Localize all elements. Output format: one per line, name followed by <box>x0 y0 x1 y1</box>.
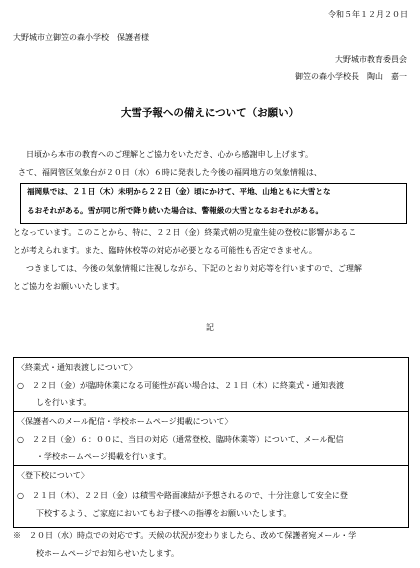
intro-line-1: 日頃から本市の教育へのご理解とご協力をいただき、心から感謝申し上げます。 <box>26 150 314 159</box>
paragraph2-line-1: となっています。このことから、特に、２２日（金）終業式朝の児童生徒の登校に影響があるこ <box>13 228 357 237</box>
addressee: 大野城市立御笠の森小学校 保護者様 <box>13 33 149 42</box>
sender-principal: 御笠の森小学校長 陶山 嘉一 <box>295 72 407 81</box>
paragraph3-line-1: つきましては、今後の気象情報に注視しながら、下記のとおり対応等を行いますので、ご理解 <box>26 264 362 273</box>
section-commute-line-2: 下校するよう、ご家庭においてもお子様への指導をお願いいたします。 <box>36 509 292 518</box>
forecast-highlight-line-1: 福岡県では、２１日（木）未明から２２日（金）頃にかけて、平地、山地ともに大雪とな <box>27 187 331 196</box>
section-closing-ceremony-line-2: しを行います。 <box>36 398 92 407</box>
footnote-line-2: 校ホームページでお知らせいたします。 <box>36 549 179 558</box>
document-title: 大雪予報への備えについて（お願い） <box>120 107 300 119</box>
footnote-line-1: ※ ２０日（水）時点での対応です。天候の状況が変わりましたら、改めて保護者宛メール・学 <box>13 531 357 540</box>
section-mail-homepage-line-2: ・学校ホームページ掲載を行います。 <box>36 452 172 461</box>
forecast-highlight-line-2: るおそれがある。雪が同じ所で降り続いた場合は、警報級の大雪となるおそれがある。 <box>27 206 324 215</box>
section-commute-line-1: ○ ２１日（木）、２２日（金）は積雪や路面凍結が予想されるので、十分注意して安全に登 <box>17 491 348 500</box>
section-divider <box>13 465 409 466</box>
ki-marker: 記 <box>206 323 214 332</box>
section-heading-mail-homepage: 〈保護者へのメール配信・学校ホームページ掲載について〉 <box>17 417 233 426</box>
section-mail-homepage-line-1: ○ ２２日（金）６：００に、当日の対応（通常登校、臨時休業等）について、メール配信 <box>17 435 344 444</box>
section-closing-ceremony-line-1: ○ ２２日（金）が臨時休業になる可能性が高い場合は、２１日（木）に終業式・通知表渡 <box>17 381 344 390</box>
intro-line-2: さて、福岡管区気象台が２０日（水）６時に発表した今後の福岡地方の気象情報は、 <box>18 168 322 177</box>
paragraph2-line-2: とが考えられます。また、臨時休校等の対応が必要となる可能性も否定できません。 <box>13 246 317 255</box>
section-heading-closing-ceremony: 〈終業式・通知表渡しについて〉 <box>17 363 137 372</box>
document-date: 令和５年１２月２０日 <box>328 10 408 19</box>
section-divider <box>13 411 409 412</box>
paragraph3-line-2: とご協力をお願いいたします。 <box>13 282 125 291</box>
sender-organization: 大野城市教育委員会 <box>335 55 407 64</box>
section-heading-commute: 〈登下校について〉 <box>17 471 89 480</box>
